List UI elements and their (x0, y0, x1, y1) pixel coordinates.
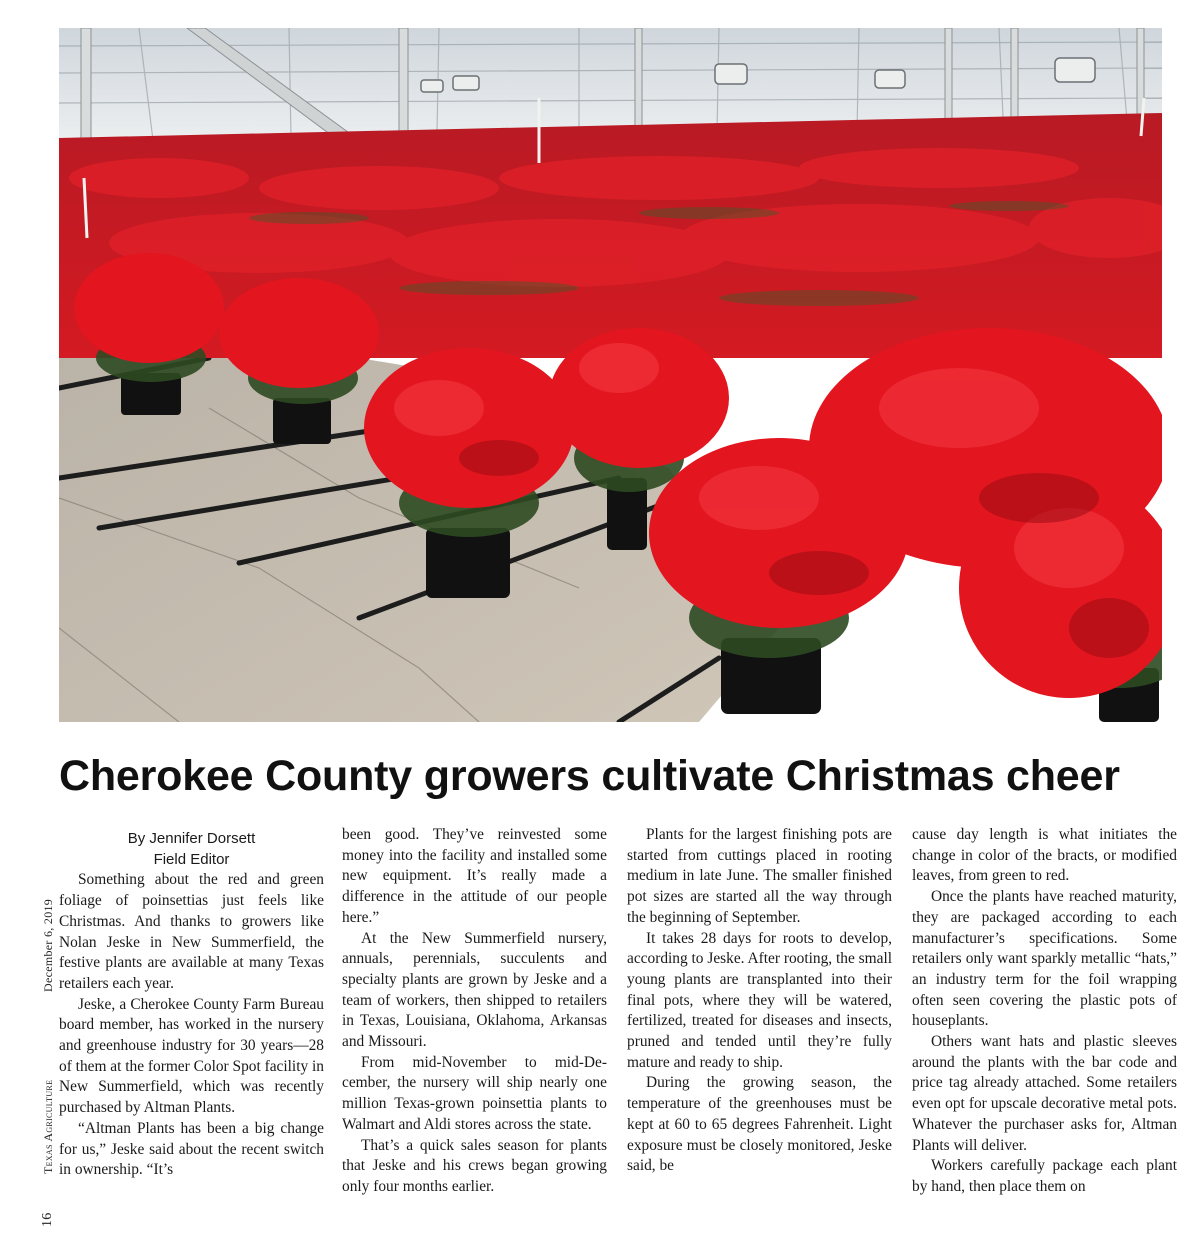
article-column-3 (627, 825, 892, 1177)
article-paragraph: That’s a quick sales season for plants that Jeske and his crews began growing only four months earlier. (342, 1136, 607, 1195)
folio-publication-text: Texas Agriculture (41, 1079, 55, 1174)
article-column-1 (59, 825, 324, 1181)
article-paragraph: Plants for the largest finishing pots are started from cuttings placed in rooting medium in late June. The smaller finished pot sizes are started all the way through the beginning of September. (627, 826, 892, 926)
folio-publication (40, 1050, 60, 1174)
article-paragraph: From mid-November to mid-December, the nursery will ship nearly one million Texas-grown poinsettia plants to Walmart and Aldi stores across the state. (342, 1053, 607, 1133)
folio-date-text: December 6, 2019 (41, 898, 55, 992)
poinsettia-greenhouse-photo (59, 28, 1162, 722)
article-paragraph: cause day length is what initiates the change in color of the bracts, or modified leaves, from green to red. (912, 826, 1177, 885)
article-paragraph: Others want hats and plastic sleeves around the plants with the bar code and price tag already attached. Some retailers even opt for upscale decorative metal pots. Whatever the purchaser asks for, Altman Plants will deliver. (912, 1033, 1177, 1154)
page-number-text: 16 (40, 1212, 55, 1227)
article-paragraph: been good. They’ve reinvested some money into the facility and installed some new equipment. It’s really made a difference in the attitude of our people here.” (342, 826, 607, 926)
article-paragraph: At the New Summerfield nursery, annuals, perennials, succulents and specialty plants are grown by Jeske and a team of workers, then shipped to retailers in Texas, Louisiana, Oklahoma, Arkansas and Missouri. (342, 929, 607, 1051)
article-column-2 (342, 825, 607, 1198)
article-paragraph: During the growing season, the temperature of the greenhouses must be kept at 60 to 65 degrees Fahrenheit. Light exposure must be closely monitored, Jeske said, be (627, 1074, 892, 1175)
article-paragraph: Workers carefully package each plant by hand, then place them on (912, 1157, 1177, 1195)
article-headline: Cherokee County growers cultivate Christmas cheer (59, 752, 1120, 800)
folio-date (40, 880, 60, 992)
article-paragraph: It takes 28 days for roots to develop, according to Jeske. After rooting, the small young plants are transplanted into their final pots, where they will be watered, fertilized, treated for diseases and insects, pruned and tended until they’re fully mature and ready to ship. (627, 929, 892, 1071)
byline-title: Field Editor (153, 850, 230, 868)
article-paragraph: Something about the red and green foliage of poinsettias just feels like Christmas. And thanks to growers like Nolan Jeske in New Summerfield, the festive plants are available at many Texas retailers each year. (59, 871, 324, 992)
folio-page-number (40, 1205, 60, 1227)
article-paragraph: Jeske, a Cherokee County Farm Bureau board member, has worked in the nursery and greenhouse industry for 30 years—28 of them at the former Color Spot facility in New Summerfield, which was recently purchased by Altman Plants. (59, 995, 324, 1117)
article-column-4 (912, 825, 1177, 1198)
byline-name: By Jennifer Dorsett (127, 830, 256, 847)
article-paragraph: Once the plants have reached maturity, they are packaged according to each manufacturer’s specifications. Some retailers only want sparkly metallic “hats,” an industry term for the foil wrapping often seen covering the plastic pots of houseplants. (912, 888, 1177, 1030)
article-paragraph: “Altman Plants has been a big change for us,” Jeske said about the recent switch in ownership. “It’s (59, 1119, 324, 1179)
